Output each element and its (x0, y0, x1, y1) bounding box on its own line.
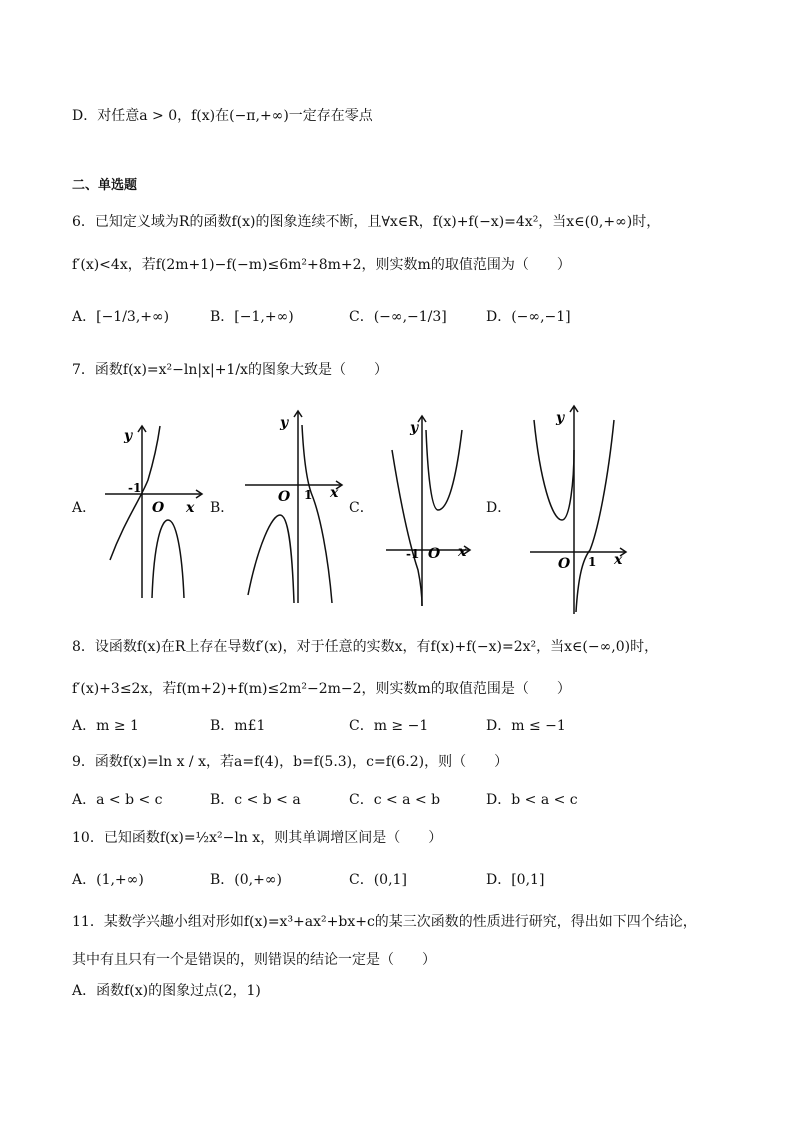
graph-c-y-label: y (410, 420, 419, 436)
q11-stem-line2: 其中有且只有一个是错误的，则错误的结论一定是（ ） (72, 952, 436, 968)
q8-stem-line1: 8．设函数f(x)在R上存在导数f′(x)，对于任意的实数x，有f(x)+f(−x)=2x²，当x∈(−∞,0)时， (72, 639, 659, 655)
q7-graph-a (100, 420, 210, 600)
graph-a-tick-label: -1 (128, 481, 142, 495)
graph-d-x-label: x (614, 552, 623, 568)
q6-option-b[interactable]: B．[−1,+∞) (210, 309, 294, 325)
q10-option-d[interactable]: D．[0,1] (486, 872, 545, 888)
graph-b-y-label: y (280, 415, 289, 431)
q6-stem-line1: 6．已知定义域为R的函数f(x)的图象连续不断，且∀x∈R，f(x)+f(−x)=4x²，当x∈(0,+∞)时， (72, 214, 661, 230)
graph-d-y-label: y (556, 410, 565, 426)
q7-stem: 7．函数f(x)=x²−ln|x|+1/x的图象大致是（ ） (72, 362, 388, 378)
q7-label-a[interactable]: A． (72, 500, 97, 516)
q8-option-d[interactable]: D．m ≤ −1 (486, 718, 566, 734)
q7-graph-d (524, 400, 634, 615)
q9-option-d[interactable]: D．b < a < c (486, 792, 578, 808)
graph-d-origin-label: O (558, 556, 571, 572)
q9-stem: 9．函数f(x)=ln x / x，若a=f(4)，b=f(5.3)，c=f(6.2)，则（ ） (72, 754, 509, 770)
q10-option-c[interactable]: C．(0,1] (349, 872, 407, 888)
q10-option-b[interactable]: B．(0,+∞) (210, 872, 282, 888)
q6-option-c[interactable]: C．(−∞,−1/3] (349, 309, 447, 325)
q7-label-c[interactable]: C． (349, 500, 374, 516)
q10-stem: 10．已知函数f(x)=½x²−ln x，则其单调增区间是（ ） (72, 830, 443, 846)
q9-option-b[interactable]: B．c < b < a (210, 792, 301, 808)
graph-a-origin-label: O (152, 500, 165, 516)
q8-option-b[interactable]: B．m£1 (210, 718, 266, 734)
graph-b-tick-label: 1 (304, 488, 313, 502)
q7-label-d[interactable]: D． (486, 500, 512, 516)
q6-option-a[interactable]: A．[−1/3,+∞) (72, 309, 170, 325)
graph-c-tick-label: -1 (406, 547, 420, 561)
q9-option-c[interactable]: C．c < a < b (349, 792, 441, 808)
q10-option-a[interactable]: A．(1,+∞) (72, 872, 144, 888)
q6-stem-line2: f′(x)<4x，若f(2m+1)−f(−m)≤6m²+8m+2，则实数m的取值范围为（ ） (72, 257, 571, 273)
q7-graph-c (382, 410, 492, 610)
q8-option-a[interactable]: A．m ≥ 1 (72, 718, 139, 734)
graph-c-origin-label: O (428, 546, 441, 562)
graph-d-tick-label: 1 (588, 555, 597, 569)
q7-graph-b (240, 405, 350, 605)
graph-b-x-label: x (330, 485, 339, 501)
q8-stem-line2: f′(x)+3≤2x，若f(m+2)+f(m)≤2m²−2m−2，则实数m的取值范围是（ ） (72, 681, 571, 697)
q8-option-c[interactable]: C．m ≥ −1 (349, 718, 429, 734)
graph-b-origin-label: O (278, 489, 291, 505)
graph-a-y-label: y (124, 428, 133, 444)
q6-option-d[interactable]: D．(−∞,−1] (486, 309, 571, 325)
q11-option-a[interactable]: A．函数f(x)的图象过点(2，1) (72, 983, 261, 999)
q5-option-d: D．对任意a > 0，f(x)在(−π,+∞)一定存在零点 (72, 108, 373, 124)
q7-label-b[interactable]: B． (210, 500, 235, 516)
graph-a-x-label: x (186, 500, 195, 516)
q9-option-a[interactable]: A．a < b < c (72, 792, 163, 808)
graph-c-x-label: x (458, 544, 467, 560)
section-title: 二、单选题 (72, 178, 138, 193)
q11-stem-line1: 11．某数学兴趣小组对形如f(x)=x³+ax²+bx+c的某三次函数的性质进行研究，得出如下四个结论， (72, 914, 697, 930)
